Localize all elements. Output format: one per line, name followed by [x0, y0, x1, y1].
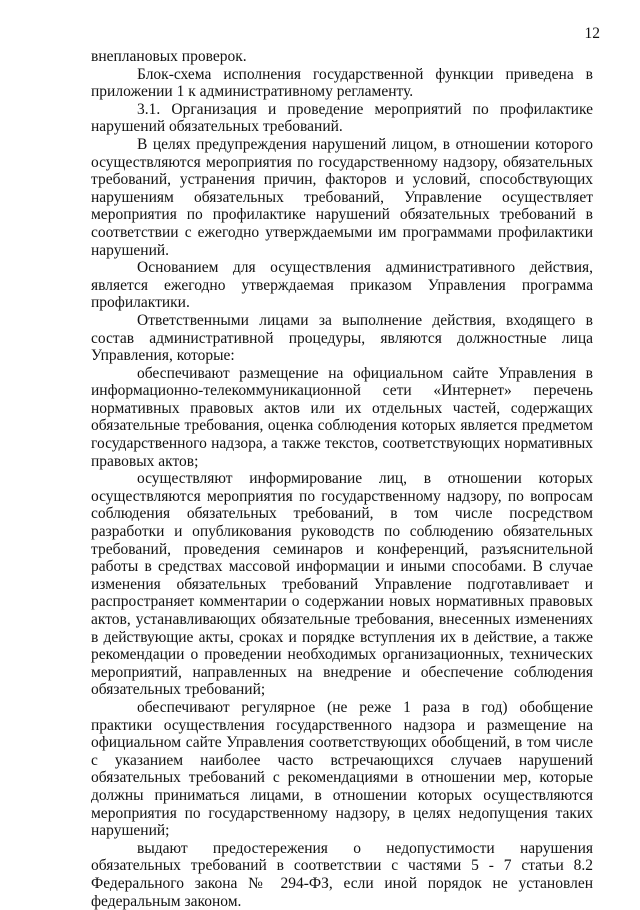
list-item-generalization: обеспечивают регулярное (не реже 1 раза в год) обобщение практики осуществления государственного надзора и размещение на официальном сайте Управления соответствующих обобщений, в том числе с указанием наиболее часто встречающихся случаев нарушений обязательных требований с рекомендациями в отношении мер, которые должны приниматься лицами, в отношении которых осуществляются мероприятия по государственному надзору, в целях недопущения таких нарушений; [91, 698, 593, 840]
document-body [91, 48, 593, 910]
paragraph-responsible-persons: Ответственными лицами за выполнение действия, входящего в состав административной процедуры, являются должностные лица Управления, которые: [91, 311, 593, 365]
list-item-informing: осуществляют информирование лиц, в отношении которых осуществляются мероприятия по государственному надзору, по вопросам соблюдения обязательных требований, в том числе посредством разработки и опубликования руководств по соблюдению обязательных требований, проведения семинаров и конференций, разъяснительной работы в средствах массовой информации и иными способами. В случае изменения обязательных требований Управление подготавливает и распространяет комментарии о содержании новых нормативных правовых актов, устанавливающих обязательные требования, внесенных изменениях в действующие акты, сроках и порядке вступления их в действие, а также рекомендации о проведении необходимых организационных, технических мероприятий, направленных на внедрение и обеспечение соблюдения обязательных требований; [91, 470, 593, 699]
list-item-publication: обеспечивают размещение на официальном сайте Управления в информационно-телекоммуникационной сети «Интернет» перечень нормативных правовых актов или их отдельных частей, содержащих обязательные требования, оценка соблюдения которых является предметом государственного надзора, а также текстов, соответствующих нормативных правовых актов; [91, 364, 593, 470]
list-item-warnings: выдают предостережения о недопустимости нарушения обязательных требований в соответствии с частями 5 - 7 статьи 8.2 Федерального закона № 294-ФЗ, если иной порядок не установлен федеральным законом. [91, 839, 593, 910]
section-heading-3-1: 3.1. Организация и проведение мероприятий по профилактике нарушений обязательных требований. [91, 100, 593, 136]
page-number: 12 [584, 25, 600, 42]
paragraph-flowchart-reference: Блок-схема исполнения государственной функции приведена в приложении 1 к административному регламенту. [91, 65, 593, 101]
paragraph-prevention-purpose: В целях предупреждения нарушений лицом, в отношении которого осуществляются мероприятия по государственному надзору, обязательных требований, устранения причин, факторов и условий, способствующих нарушениям обязательных требований, Управление осуществляет мероприятия по профилактике нарушений обязательных требований в соответствии с ежегодно утверждаемыми им программами профилактики нарушений. [91, 135, 593, 259]
paragraph-basis: Основанием для осуществления административного действия, является ежегодно утверждаемая приказом Управления программа профилактики. [91, 259, 593, 312]
paragraph-continuation: внеплановых проверок. [91, 48, 247, 65]
